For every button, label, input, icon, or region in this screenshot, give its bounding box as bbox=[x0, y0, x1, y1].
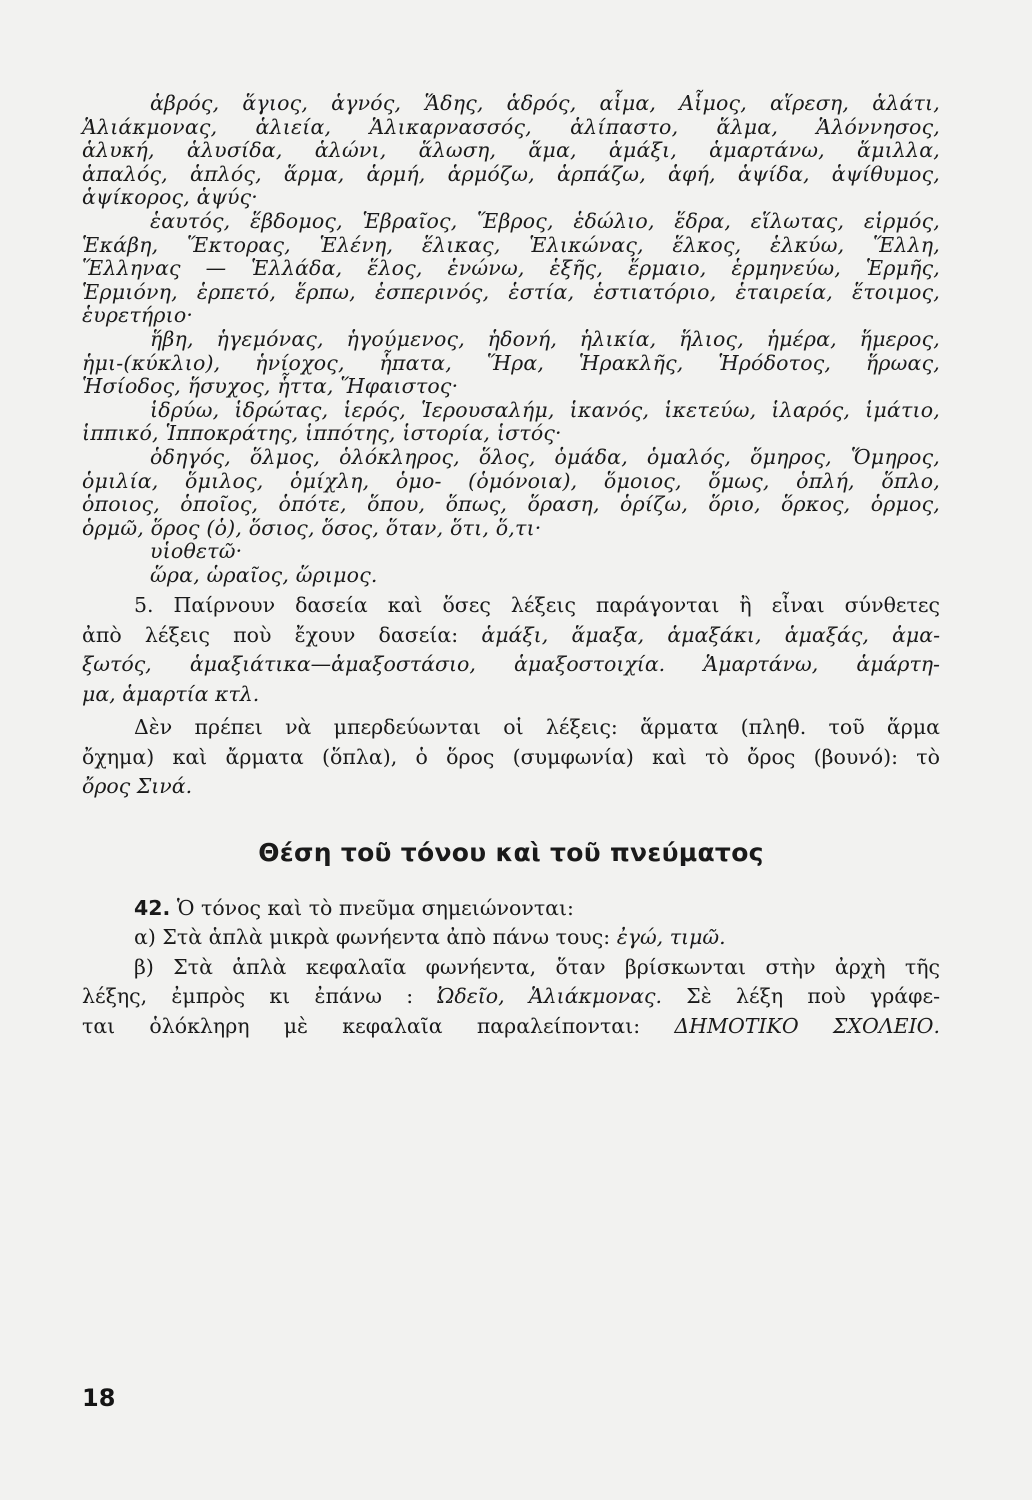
item-text: ται ὁλόκληρη μὲ κεφαλαῖα παραλείπονται: bbox=[82, 1013, 641, 1038]
item-b-line bbox=[82, 953, 940, 983]
item-text: Σὲ λέξη ποὺ γράφε- bbox=[686, 984, 940, 1009]
word-list-omega bbox=[82, 564, 940, 588]
word-list-line: Ἡσίοδος, ἥσυχος, ἧττα, Ἥφαιστος· bbox=[82, 374, 459, 399]
example-words: ΔΗΜΟΤΙΚΟ ΣΧΟΛΕΙΟ. bbox=[674, 1013, 940, 1038]
word-list-alpha bbox=[82, 92, 940, 210]
word-list-upsilon bbox=[82, 540, 940, 564]
paragraph-line: ὄρος Σινά. bbox=[82, 774, 193, 799]
word-list-line: ἱδρύω, ἱδρώτας, ἱερός, Ἱερουσαλήμ, ἱκανός, ἱκετεύω, ἱλαρός, ἱμάτιο, bbox=[150, 397, 940, 422]
item-b-line bbox=[82, 1012, 940, 1042]
word-list-line: Ἕλληνας — Ἑλλάδα, ἕλος, ἑνώνω, ἑξῆς, ἕρμαιο, ἑρμηνεύω, Ἑρμῆς, bbox=[82, 256, 940, 281]
word-list-line: ἁψίκορος, ἁψύς· bbox=[82, 185, 259, 210]
item-text: λέξης, ἐμπρὸς κι ἐπάνω : bbox=[82, 984, 414, 1009]
word-list-line: ὁρμῶ, ὅρος (ὁ), ὅσιος, ὅσος, ὅταν, ὅτι, ὅ,τι· bbox=[82, 515, 542, 540]
word-list-line: Ἑρμιόνη, ἑρπετό, ἕρπω, ἑσπερινός, ἑστία, ἑστιατόριο, ἑταιρεία, ἕτοιμος, bbox=[82, 279, 940, 304]
word-list-line: ὁποιος, ὁποῖος, ὁπότε, ὅπου, ὅπως, ὅραση, ὁρίζω, ὅριο, ὅρκος, ὁρμος, bbox=[82, 492, 940, 517]
section-intro-line bbox=[82, 894, 940, 924]
section-intro: Ὁ τόνος καὶ τὸ πνεῦμα σημειώνονται: bbox=[176, 895, 574, 920]
paragraph-5 bbox=[82, 591, 940, 709]
section-number: 42. bbox=[134, 895, 171, 920]
word-list-line: ἁβρός, ἅγιος, ἁγνός, Ἅδης, ἁδρός, αἷμα, Αἷμος, αἵρεση, ἁλάτι, bbox=[150, 91, 940, 115]
paragraph-line: ξωτός, ἁμαξιάτικα—ἁμαξοστάσιο, ἁμαξοστοιχία. Ἁμαρτάνω, ἁμάρτη- bbox=[82, 652, 940, 677]
word-list-line: ἡμι-(κύκλιο), ἡνίοχος, ἧπατα, Ἥρα, Ἡρακλῆς, Ἡρόδοτος, ἥρωας, bbox=[82, 350, 940, 375]
item-text: Στὰ ἁπλὰ μικρὰ φωνήεντα ἀπὸ πάνω τους: bbox=[162, 925, 611, 950]
page-number: 18 bbox=[82, 1384, 116, 1412]
item-b-line bbox=[82, 982, 940, 1012]
word-list-line: ἁπαλός, ἁπλός, ἅρμα, ἁρμή, ἁρμόζω, ἁρπάζω, ἁφή, ἁψίδα, ἁψίθυμος, bbox=[82, 161, 940, 186]
word-list-omicron bbox=[82, 446, 940, 540]
word-list-line: ὥρα, ὡραῖος, ὥριμος. bbox=[150, 562, 378, 587]
paragraph-line: Δὲν πρέπει νὰ μπερδεύωνται οἱ λέξεις: ἅρματα (πληθ. τοῦ ἅρμα bbox=[134, 715, 940, 740]
paragraph-line: 5. Παίρνουν δασεία καὶ ὅσες λέξεις παράγονται ἢ εἶναι σύνθετες bbox=[134, 593, 940, 618]
paragraph-line: ὄχημα) καὶ ἄρματα (ὅπλα), ὁ ὅρος (συμφωνία) καὶ τὸ ὄρος (βουνό): τὸ bbox=[82, 744, 940, 769]
word-list-line: ἱππικό, Ἱπποκράτης, ἱππότης, ἱστορία, ἱστός· bbox=[82, 421, 562, 446]
word-list-iota bbox=[82, 399, 940, 446]
word-list-line: Ἑκάβη, Ἕκτορας, Ἑλένη, ἕλικας, Ἑλικώνας, ἕλκος, ἑλκύω, Ἕλλη, bbox=[82, 232, 940, 257]
word-list-line: υἱοθετῶ· bbox=[150, 539, 243, 564]
example-words: Ὠδεῖο, Ἁλιάκμονας. bbox=[437, 984, 662, 1009]
section-42 bbox=[82, 894, 940, 1042]
word-list-line: ὁδηγός, ὅλμος, ὁλόκληρος, ὅλος, ὁμάδα, ὁμαλός, ὅμηρος, Ὅμηρος, bbox=[150, 444, 940, 469]
word-list-eta bbox=[82, 328, 940, 399]
paragraph-text: ἀπὸ λέξεις ποὺ ἔχουν δασεία: bbox=[82, 622, 459, 647]
word-list-line: ἑαυτός, ἕβδομος, Ἑβραῖος, Ἕβρος, ἑδώλιο, ἕδρα, εἵλωτας, εἱρμός, bbox=[150, 208, 940, 233]
example-words: ἁμάξι, ἅμαξα, ἁμαξάκι, ἁμαξάς, ἁμα- bbox=[481, 622, 940, 647]
caution-paragraph bbox=[82, 713, 940, 802]
word-list-line: ἥβη, ἡγεμόνας, ἡγούμενος, ἡδονή, ἡλικία, ἥλιος, ἡμέρα, ἥμερος, bbox=[150, 326, 940, 351]
paragraph-line: μα, ἁμαρτία κτλ. bbox=[82, 681, 260, 706]
item-label: α) bbox=[134, 925, 156, 950]
example-words: ἐγώ, τιμῶ. bbox=[616, 925, 726, 950]
word-list-epsilon bbox=[82, 210, 940, 328]
section-heading: Θέση τοῦ τόνου καὶ τοῦ πνεύματος bbox=[258, 837, 764, 867]
word-list-line: ἁλυκή, ἁλυσίδα, ἁλώνι, ἅλωση, ἅμα, ἁμάξι, ἁμαρτάνω, ἅμιλλα, bbox=[82, 138, 940, 163]
paragraph-line bbox=[82, 621, 940, 651]
word-list-line: Ἁλιάκμονας, ἁλιεία, Ἁλικαρνασσός, ἁλίπαστο, ἅλμα, Ἁλόννησος, bbox=[82, 114, 940, 139]
page-content bbox=[82, 92, 940, 1041]
item-a bbox=[82, 923, 940, 953]
word-list-line: ἑυρετήριο· bbox=[82, 303, 194, 328]
item-label: β) bbox=[134, 954, 154, 979]
item-text: Στὰ ἁπλὰ κεφαλαῖα φωνήεντα, ὅταν βρίσκωνται στὴν ἀρχὴ τῆς bbox=[173, 954, 940, 979]
word-list-line: ὁμιλία, ὅμιλος, ὁμίχλη, ὁμο- (ὁμόνοια), ὅμοιος, ὅμως, ὁπλή, ὅπλο, bbox=[82, 468, 940, 493]
